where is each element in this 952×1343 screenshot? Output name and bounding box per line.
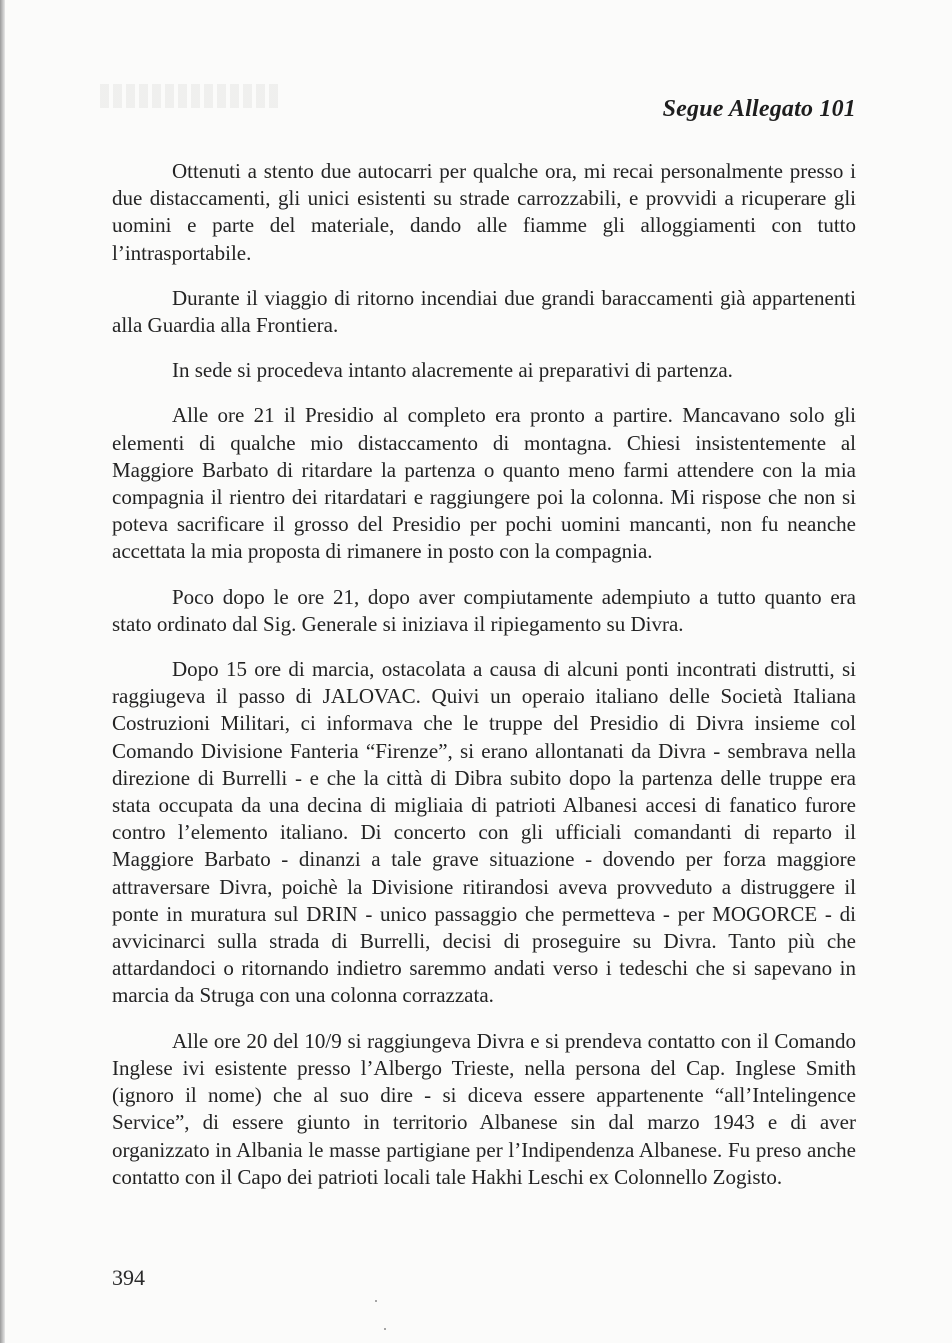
bleed-through-shadow <box>100 84 280 108</box>
paragraph: Durante il viaggio di ritorno incendiai due grandi baraccamenti già appartenenti alla Guardia alla Frontiera. <box>112 285 856 338</box>
paragraph: Alle ore 20 del 10/9 si raggiungeva Divra e si prendeva contatto con il Comando Inglese ivi esistente presso l’Albergo Trieste, nella persona del Cap. Inglese Smith (ignoro il nome) che al suo dire - si diceva essere appartenente “all’Intelingence Service”, di essere giunto in territorio Albanese sin dal marzo 1943 e di aver organizzato in Albania le masse partigiane per l’Indipendenza Albanese. Fu preso anche contatto con il Capo dei patrioti locali tale Hakhi Leschi ex Colonnello Zogisto. <box>112 1028 856 1189</box>
page-binding-edge <box>0 0 5 1343</box>
paragraph: In sede si procedeva intanto alacremente ai preparativi di partenza. <box>172 358 733 383</box>
paragraph: Dopo 15 ore di marcia, ostacolata a causa di alcuni ponti incontrati distrutti, si raggiugeva il passo di JALOVAC. Quivi un operaio italiano delle Società Italiana Costruzioni Militari, ci informava che le truppe del Presidio di Divra insieme col Comando Divisione Fanteria “Firenze”, si erano allontanati da Divra - sembrava nella direzione di Burrelli - e che la città di Dibra subito dopo la partenza delle truppe era stata occupata da una decina di migliaia di patrioti Albanesi accesi di fanatico furore contro l’elemento italiano. Di concerto con gli ufficiali comandanti di reparto il Maggiore Barbato - dinanzi a tale grave situazione - dovendo per forza maggiore attraversare Divra, poichè la Divisione ritirandosi aveva provveduto a distruggere il ponte in muratura sul DRIN - unico passaggio che permetteva - per MOGORCE - di avvicinarci sulla strada di Burrelli, decisi di proseguire su Divra. Tanto più che attardandoci o ritornando indietro saremmo andati verso i tedeschi che si sapevano in marcia da Struga con una colonna corrazzata. <box>112 657 856 1008</box>
page-number: 394 <box>112 1265 145 1290</box>
running-header: Segue Allegato 101 <box>662 96 856 122</box>
paragraph: Alle ore 21 il Presidio al completo era pronto a partire. Mancavano solo gli elementi di qualche mio distaccamento di montagna. Chiesi insistentemente al Maggiore Barbato di ritardare la partenza o quanto meno farmi attendere con la mia compagnia il rientro dei ritardatari e raggiungere poi la colonna. Mi rispose che non si poteva sacrificare il grosso del Presidio per pochi uomini mancanti, non fu neanche accettata la mia proposta di rimanere in posto con la compagnia. <box>112 403 856 564</box>
paragraph: Poco dopo le ore 21, dopo aver compiutamente adempiuto a tutto quanto era stato ordinato dal Sig. Generale si iniziava il ripiegamento su Divra. <box>112 584 856 636</box>
document-body <box>112 158 856 1191</box>
paragraph: Ottenuti a stento due autocarri per qualche ora, mi recai personalmente presso i due distaccamenti, gli unici esistenti su strade carrozzabili, e provvidi a ricuperare gli uomini e parte del materiale, dando alle fiamme gli alloggiamenti con tutto l’intrasportabile. <box>112 159 856 265</box>
scan-speck <box>384 1328 386 1330</box>
scan-speck <box>375 1300 377 1302</box>
